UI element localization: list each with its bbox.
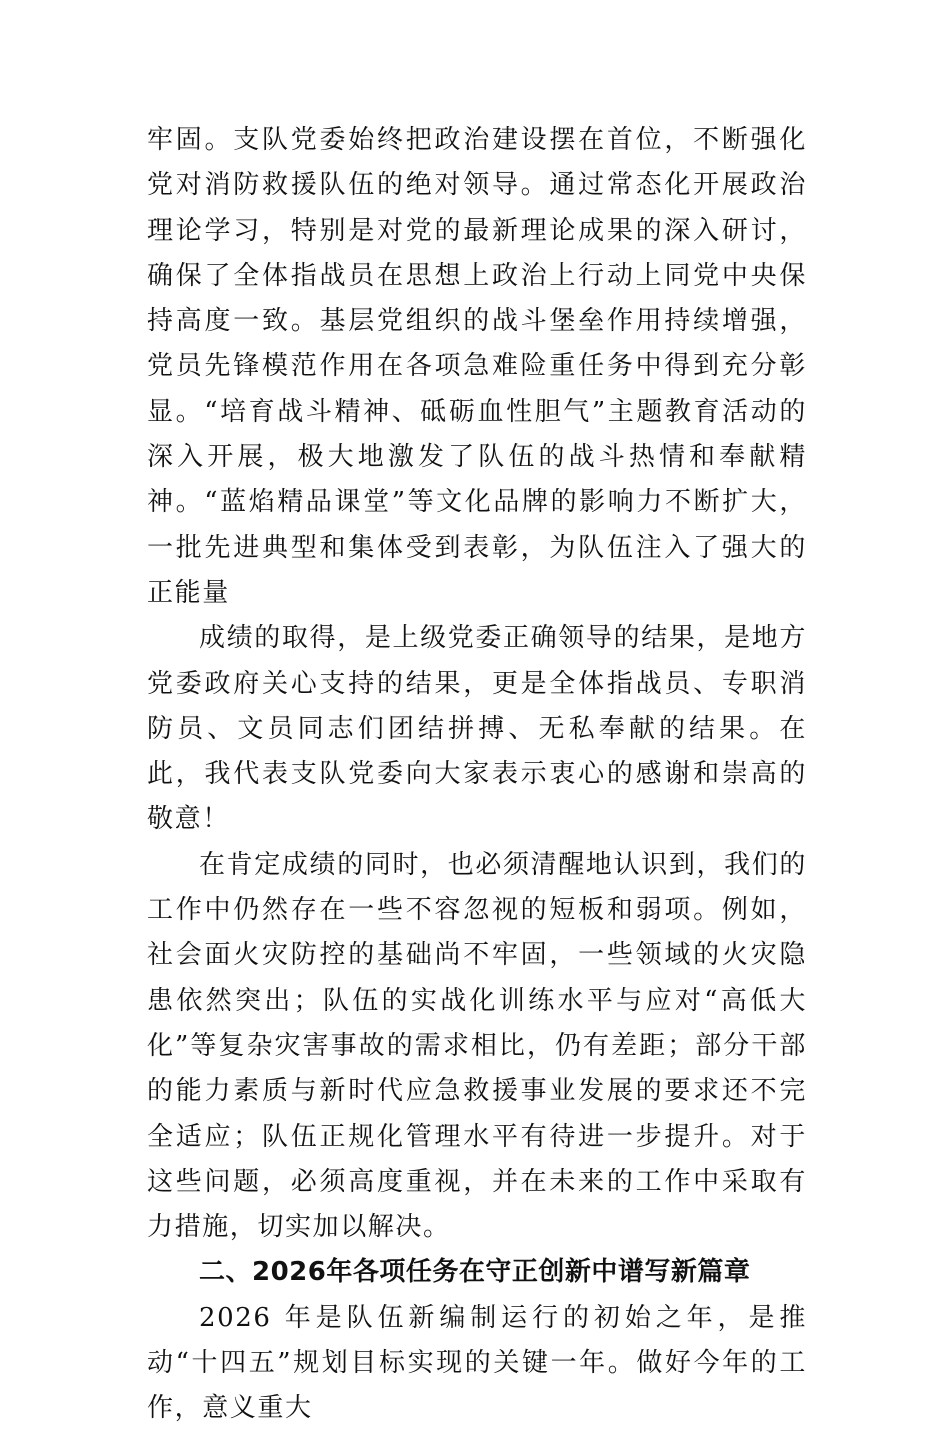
paragraph-gratitude: 成绩的取得，是上级党委正确领导的结果，是地方党委政府关心支持的结果，更是全体指战员、专职消防员、文员同志们团结拼搏、无私奉献的结果。在此，我代表支队党委向大家表示衷心的感谢和崇高的敬意！: [147, 623, 807, 835]
document-body: [147, 118, 807, 1432]
paragraph-shortcomings: 在肯定成绩的同时，也必须清醒地认识到，我们的工作中仍然存在一些不容忽视的短板和弱项。例如，社会面火灾防控的基础尚不牢固，一些领域的火灾隐患依然突出；队伍的实战化训练水平与应对“高低大化”等复杂灾害事故的需求相比，仍有差距；部分干部的能力素质与新时代应急救援事业发展的要求还不完全适应；队伍正规化管理水平有待进一步提升。对于这些问题，必须高度重视，并在未来的工作中采取有力措施，切实加以解决。: [147, 849, 807, 1243]
paragraph-party-building: 牢固。支队党委始终把政治建设摆在首位，不断强化党对消防救援队伍的绝对领导。通过常态化开展政治理论学习，特别是对党的最新理论成果的深入研讨，确保了全体指战员在思想上政治上行动上同党中央保持高度一致。基层党组织的战斗堡垒作用持续增强，党员先锋模范作用在各项急难险重任务中得到充分彰显。“培育战斗精神、砥砺血性胆气”主题教育活动的深入开展，极大地激发了队伍的战斗热情和奉献精神。“蓝焰精品课堂”等文化品牌的影响力不断扩大，一批先进典型和集体受到表彰，为队伍注入了强大的正能量: [147, 125, 807, 608]
section-heading-2026-tasks: 二、2026年各项任务在守正创新中谱写新篇章: [199, 1257, 751, 1288]
paragraph-2026-intro: 2026 年是队伍新编制运行的初始之年，是推动“十四五”规划目标实现的关键一年。做好今年的工作，意义重大: [147, 1302, 807, 1424]
